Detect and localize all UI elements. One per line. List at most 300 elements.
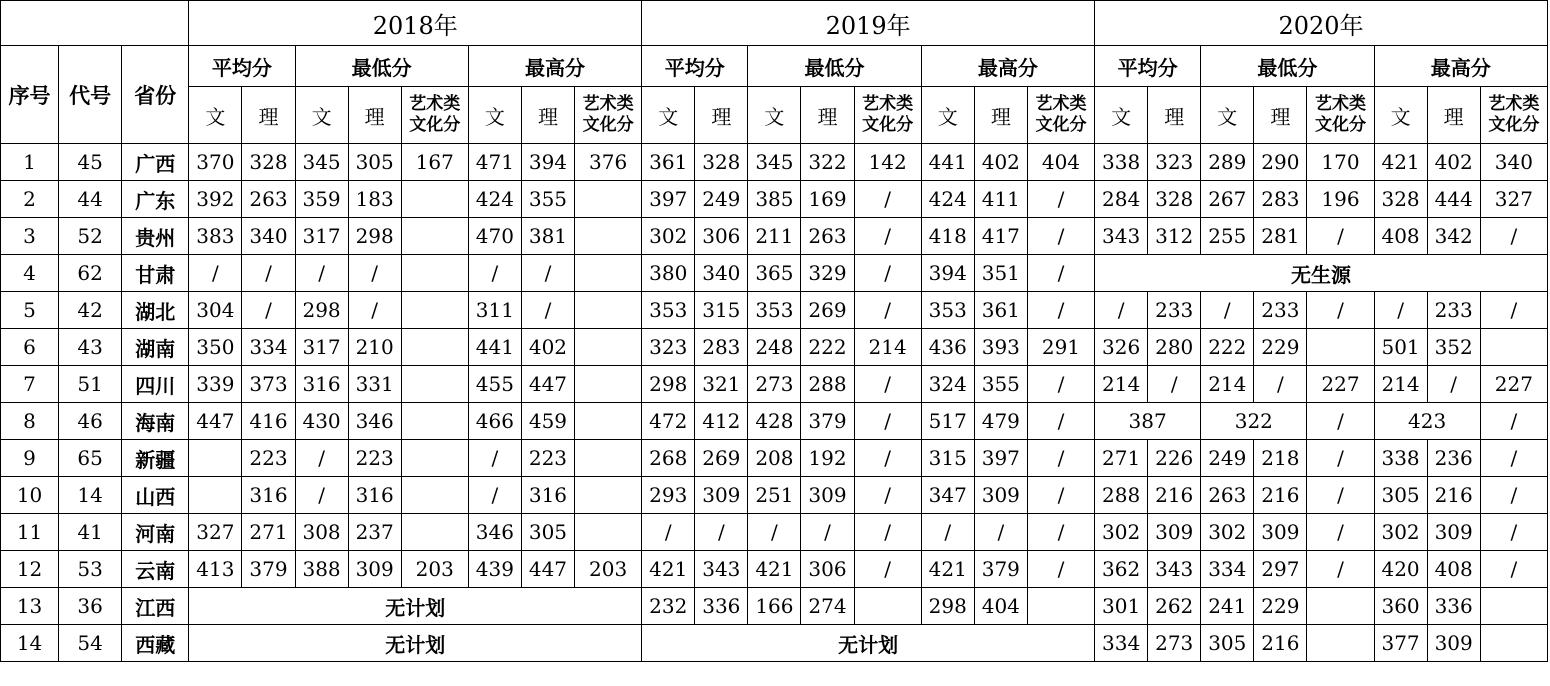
- row-code-cell: 53: [59, 551, 122, 588]
- score-cell: 402: [1427, 144, 1480, 181]
- score-cell: 316: [348, 477, 401, 514]
- row-province-cell: 湖南: [122, 329, 189, 366]
- row-province-cell: 湖北: [122, 292, 189, 329]
- sub-header-li: 理: [1148, 87, 1201, 144]
- score-cell: 293: [642, 477, 695, 514]
- no-data-note: 无计划: [189, 625, 642, 662]
- score-cell: 263: [242, 181, 295, 218]
- table-row: [1, 292, 1548, 329]
- score-cell: /: [1480, 292, 1547, 329]
- score-cell: /: [348, 255, 401, 292]
- score-cell: [575, 477, 642, 514]
- row-province-cell: 广西: [122, 144, 189, 181]
- score-cell: 381: [521, 218, 574, 255]
- score-cell: 392: [189, 181, 242, 218]
- row-province-cell: 西藏: [122, 625, 189, 662]
- score-cell: [401, 292, 468, 329]
- score-cell: 346: [468, 514, 521, 551]
- score-cell: /: [1480, 440, 1547, 477]
- score-cell: 223: [242, 440, 295, 477]
- score-cell: 501: [1374, 329, 1427, 366]
- score-cell: /: [1027, 181, 1094, 218]
- score-cell: 284: [1095, 181, 1148, 218]
- score-cell: /: [242, 292, 295, 329]
- table-row: [1, 329, 1548, 366]
- score-cell: /: [468, 477, 521, 514]
- score-cell: [401, 329, 468, 366]
- score-cell: 340: [1480, 144, 1547, 181]
- score-cell: 326: [1095, 329, 1148, 366]
- score-cell: [575, 366, 642, 403]
- score-cell: [401, 218, 468, 255]
- score-cell: /: [854, 403, 921, 440]
- score-cell: 255: [1201, 218, 1254, 255]
- score-cell: 305: [1374, 477, 1427, 514]
- score-cell: 408: [1374, 218, 1427, 255]
- score-cell: 315: [921, 440, 974, 477]
- score-cell: 312: [1148, 218, 1201, 255]
- score-cell: 343: [695, 551, 748, 588]
- score-cell: 328: [1148, 181, 1201, 218]
- score-cell: 281: [1254, 218, 1307, 255]
- score-cell: /: [854, 440, 921, 477]
- score-cell: /: [974, 514, 1027, 551]
- score-cell: 345: [748, 144, 801, 181]
- score-cell: /: [295, 255, 348, 292]
- score-cell: 351: [974, 255, 1027, 292]
- score-cell: 397: [974, 440, 1027, 477]
- score-cell: 309: [695, 477, 748, 514]
- row-seq-cell: 12: [1, 551, 59, 588]
- year-header-2018: 2018年: [189, 1, 642, 46]
- score-cell: 323: [1148, 144, 1201, 181]
- score-cell: 336: [695, 588, 748, 625]
- score-cell: 355: [521, 181, 574, 218]
- score-cell: 322: [801, 144, 854, 181]
- score-cell: 365: [748, 255, 801, 292]
- score-cell: /: [854, 514, 921, 551]
- score-cell: [575, 181, 642, 218]
- score-cell: 280: [1148, 329, 1201, 366]
- score-cell: 169: [801, 181, 854, 218]
- row-seq-cell: 2: [1, 181, 59, 218]
- score-cell: 404: [974, 588, 1027, 625]
- score-cell: [401, 514, 468, 551]
- score-cell: /: [348, 292, 401, 329]
- score-cell: 290: [1254, 144, 1307, 181]
- score-cell: 214: [854, 329, 921, 366]
- score-cell: [189, 440, 242, 477]
- score-cell: 424: [468, 181, 521, 218]
- score-cell: 233: [1148, 292, 1201, 329]
- score-cell: 216: [1427, 477, 1480, 514]
- score-cell: 298: [348, 218, 401, 255]
- score-cell: /: [1254, 366, 1307, 403]
- score-cell: /: [801, 514, 854, 551]
- score-cell: /: [854, 218, 921, 255]
- score-cell: /: [1201, 292, 1254, 329]
- score-cell: 394: [521, 144, 574, 181]
- sub-header-li: 理: [242, 87, 295, 144]
- score-cell: 216: [1254, 477, 1307, 514]
- row-code-cell: 45: [59, 144, 122, 181]
- score-cell: /: [695, 514, 748, 551]
- score-cell: 248: [748, 329, 801, 366]
- score-cell: 361: [642, 144, 695, 181]
- score-cell: /: [1307, 514, 1374, 551]
- score-cell: /: [1027, 440, 1094, 477]
- score-cell: 411: [974, 181, 1027, 218]
- score-cell: 263: [1201, 477, 1254, 514]
- score-cell: /: [521, 255, 574, 292]
- score-cell: 249: [1201, 440, 1254, 477]
- score-cell: 397: [642, 181, 695, 218]
- score-cell: 309: [974, 477, 1027, 514]
- score-cell: 298: [295, 292, 348, 329]
- score-cell: 413: [189, 551, 242, 588]
- row-seq-cell: 6: [1, 329, 59, 366]
- score-cell: /: [1027, 477, 1094, 514]
- score-cell: 306: [801, 551, 854, 588]
- score-cell: /: [748, 514, 801, 551]
- score-cell: [401, 366, 468, 403]
- score-cell: 302: [1201, 514, 1254, 551]
- row-province-cell: 河南: [122, 514, 189, 551]
- score-cell: 309: [1427, 514, 1480, 551]
- score-cell: 436: [921, 329, 974, 366]
- score-cell: 421: [921, 551, 974, 588]
- score-cell: 166: [748, 588, 801, 625]
- score-cell: [401, 181, 468, 218]
- score-cell: 203: [575, 551, 642, 588]
- score-cell: 387: [1095, 403, 1201, 440]
- score-cell: 273: [1148, 625, 1201, 662]
- sub-header-li: 理: [801, 87, 854, 144]
- table-row: [1, 551, 1548, 588]
- score-cell: 338: [1095, 144, 1148, 181]
- score-cell: 233: [1254, 292, 1307, 329]
- score-cell: 338: [1374, 440, 1427, 477]
- sub-header-art: 艺术类文化分: [1307, 87, 1374, 144]
- score-cell: 353: [642, 292, 695, 329]
- score-cell: 408: [1427, 551, 1480, 588]
- score-cell: 322: [1201, 403, 1307, 440]
- sub-header-art: 艺术类文化分: [401, 87, 468, 144]
- score-cell: 210: [348, 329, 401, 366]
- sub-header-wen: 文: [1374, 87, 1427, 144]
- score-cell: 283: [695, 329, 748, 366]
- score-cell: 301: [1095, 588, 1148, 625]
- score-cell: 214: [1201, 366, 1254, 403]
- score-cell: [1480, 588, 1547, 625]
- score-cell: 302: [642, 218, 695, 255]
- score-cell: 302: [1095, 514, 1148, 551]
- score-cell: 305: [1201, 625, 1254, 662]
- sub-header-art: 艺术类文化分: [1027, 87, 1094, 144]
- sub-header-li: 理: [695, 87, 748, 144]
- score-cell: [401, 477, 468, 514]
- row-seq-cell: 4: [1, 255, 59, 292]
- score-cell: 385: [748, 181, 801, 218]
- score-cell: 289: [1201, 144, 1254, 181]
- score-cell: [575, 403, 642, 440]
- sub-header-li: 理: [521, 87, 574, 144]
- table-row: [1, 403, 1548, 440]
- score-cell: /: [854, 292, 921, 329]
- table-row: [1, 255, 1548, 292]
- row-province-cell: 新疆: [122, 440, 189, 477]
- score-cell: 350: [189, 329, 242, 366]
- score-cell: 297: [1254, 551, 1307, 588]
- score-cell: 203: [401, 551, 468, 588]
- score-cell: 183: [348, 181, 401, 218]
- score-cell: 479: [974, 403, 1027, 440]
- score-cell: 291: [1027, 329, 1094, 366]
- group-header-min: 最低分: [748, 46, 921, 87]
- score-cell: 298: [921, 588, 974, 625]
- score-cell: 383: [189, 218, 242, 255]
- year-header-2019: 2019年: [642, 1, 1095, 46]
- score-cell: [575, 440, 642, 477]
- score-cell: /: [1095, 292, 1148, 329]
- score-cell: /: [1307, 292, 1374, 329]
- row-code-cell: 52: [59, 218, 122, 255]
- row-code-cell: 44: [59, 181, 122, 218]
- score-cell: 142: [854, 144, 921, 181]
- score-cell: 393: [974, 329, 1027, 366]
- score-cell: 251: [748, 477, 801, 514]
- score-cell: 237: [348, 514, 401, 551]
- score-cell: /: [468, 255, 521, 292]
- score-cell: 459: [521, 403, 574, 440]
- score-cell: /: [1480, 477, 1547, 514]
- score-cell: 342: [1427, 218, 1480, 255]
- score-cell: 216: [1148, 477, 1201, 514]
- score-cell: 298: [642, 366, 695, 403]
- row-code-cell: 42: [59, 292, 122, 329]
- score-cell: [1480, 329, 1547, 366]
- score-cell: 218: [1254, 440, 1307, 477]
- score-cell: [401, 403, 468, 440]
- score-cell: 315: [695, 292, 748, 329]
- score-cell: 288: [801, 366, 854, 403]
- row-seq-cell: 1: [1, 144, 59, 181]
- row-code-cell: 43: [59, 329, 122, 366]
- score-cell: /: [295, 440, 348, 477]
- score-cell: 430: [295, 403, 348, 440]
- score-cell: 309: [801, 477, 854, 514]
- score-cell: /: [1480, 514, 1547, 551]
- row-province-cell: 海南: [122, 403, 189, 440]
- table-row: [1, 181, 1548, 218]
- score-cell: /: [1027, 514, 1094, 551]
- score-cell: 394: [921, 255, 974, 292]
- sub-header-art: 艺术类文化分: [854, 87, 921, 144]
- score-cell: 283: [1254, 181, 1307, 218]
- score-cell: [854, 588, 921, 625]
- score-cell: 227: [1307, 366, 1374, 403]
- no-data-note: 无计划: [642, 625, 1095, 662]
- score-cell: 466: [468, 403, 521, 440]
- score-cell: 271: [1095, 440, 1148, 477]
- group-header-max: 最高分: [921, 46, 1094, 87]
- score-cell: /: [468, 440, 521, 477]
- score-cell: 421: [748, 551, 801, 588]
- sub-header-li: 理: [1427, 87, 1480, 144]
- score-cell: /: [1307, 440, 1374, 477]
- score-cell: 334: [1201, 551, 1254, 588]
- score-cell: 340: [695, 255, 748, 292]
- score-cell: 336: [1427, 588, 1480, 625]
- sub-header-li: 理: [1254, 87, 1307, 144]
- score-cell: 420: [1374, 551, 1427, 588]
- group-header-min: 最低分: [295, 46, 468, 87]
- score-cell: 328: [242, 144, 295, 181]
- score-cell: 327: [1480, 181, 1547, 218]
- sub-header-wen: 文: [189, 87, 242, 144]
- score-cell: 269: [695, 440, 748, 477]
- row-code-cell: 51: [59, 366, 122, 403]
- score-cell: 428: [748, 403, 801, 440]
- score-cell: 418: [921, 218, 974, 255]
- sub-header-art: 艺术类文化分: [1480, 87, 1547, 144]
- score-cell: 306: [695, 218, 748, 255]
- table-row: [1, 625, 1548, 662]
- score-cell: 402: [974, 144, 1027, 181]
- score-cell: 227: [1480, 366, 1547, 403]
- score-cell: [1480, 625, 1547, 662]
- score-cell: 362: [1095, 551, 1148, 588]
- row-seq-cell: 13: [1, 588, 59, 625]
- score-cell: 380: [642, 255, 695, 292]
- col-header-seq: 序号: [1, 46, 59, 144]
- score-cell: 288: [1095, 477, 1148, 514]
- score-cell: 373: [242, 366, 295, 403]
- sub-header-wen: 文: [642, 87, 695, 144]
- table-row: [1, 477, 1548, 514]
- sub-header-li: 理: [348, 87, 401, 144]
- year-header-2020: 2020年: [1095, 1, 1548, 46]
- score-cell: 424: [921, 181, 974, 218]
- sub-header-wen: 文: [921, 87, 974, 144]
- score-cell: [1027, 588, 1094, 625]
- score-cell: 334: [242, 329, 295, 366]
- score-cell: 334: [1095, 625, 1148, 662]
- row-code-cell: 46: [59, 403, 122, 440]
- group-header-min: 最低分: [1201, 46, 1374, 87]
- score-cell: 327: [189, 514, 242, 551]
- score-cell: 353: [748, 292, 801, 329]
- score-cell: /: [1427, 366, 1480, 403]
- score-cell: 229: [1254, 588, 1307, 625]
- score-cell: 377: [1374, 625, 1427, 662]
- row-code-cell: 41: [59, 514, 122, 551]
- score-cell: 321: [695, 366, 748, 403]
- score-cell: 309: [348, 551, 401, 588]
- row-code-cell: 36: [59, 588, 122, 625]
- header-blank: [1, 1, 189, 46]
- score-cell: 323: [642, 329, 695, 366]
- score-cell: [575, 292, 642, 329]
- score-cell: [1307, 625, 1374, 662]
- score-cell: /: [1307, 477, 1374, 514]
- row-seq-cell: 9: [1, 440, 59, 477]
- score-cell: 273: [748, 366, 801, 403]
- no-data-note: 无计划: [189, 588, 642, 625]
- score-cell: /: [1374, 292, 1427, 329]
- sub-header-art: 艺术类文化分: [575, 87, 642, 144]
- score-cell: 379: [242, 551, 295, 588]
- row-province-cell: 广东: [122, 181, 189, 218]
- score-cell: [575, 329, 642, 366]
- score-cell: 241: [1201, 588, 1254, 625]
- sub-header-wen: 文: [1201, 87, 1254, 144]
- score-cell: 267: [1201, 181, 1254, 218]
- score-cell: [1307, 588, 1374, 625]
- score-cell: 359: [295, 181, 348, 218]
- score-cell: 271: [242, 514, 295, 551]
- score-cell: /: [1027, 366, 1094, 403]
- table-row: [1, 218, 1548, 255]
- score-cell: /: [295, 477, 348, 514]
- sub-header-wen: 文: [748, 87, 801, 144]
- score-cell: 302: [1374, 514, 1427, 551]
- group-header-avg: 平均分: [1095, 46, 1201, 87]
- score-cell: 192: [801, 440, 854, 477]
- score-cell: 222: [801, 329, 854, 366]
- score-cell: 305: [348, 144, 401, 181]
- row-province-cell: 甘肃: [122, 255, 189, 292]
- score-cell: /: [1307, 551, 1374, 588]
- row-code-cell: 54: [59, 625, 122, 662]
- group-header-avg: 平均分: [642, 46, 748, 87]
- score-cell: /: [1027, 292, 1094, 329]
- score-cell: 229: [1254, 329, 1307, 366]
- score-cell: 263: [801, 218, 854, 255]
- group-header-max: 最高分: [1374, 46, 1547, 87]
- row-seq-cell: 5: [1, 292, 59, 329]
- row-seq-cell: 3: [1, 218, 59, 255]
- score-cell: /: [1027, 403, 1094, 440]
- score-cell: /: [854, 551, 921, 588]
- score-cell: 274: [801, 588, 854, 625]
- score-cell: 447: [189, 403, 242, 440]
- row-province-cell: 江西: [122, 588, 189, 625]
- score-cell: 441: [921, 144, 974, 181]
- score-cell: /: [1307, 218, 1374, 255]
- score-cell: 328: [1374, 181, 1427, 218]
- score-cell: 317: [295, 329, 348, 366]
- score-cell: /: [1148, 366, 1201, 403]
- score-cell: 423: [1374, 403, 1480, 440]
- row-seq-cell: 8: [1, 403, 59, 440]
- table-row: [1, 514, 1548, 551]
- score-cell: 268: [642, 440, 695, 477]
- score-cell: 316: [242, 477, 295, 514]
- row-seq-cell: 11: [1, 514, 59, 551]
- score-cell: 208: [748, 440, 801, 477]
- score-cell: 404: [1027, 144, 1094, 181]
- score-cell: [575, 218, 642, 255]
- score-cell: 309: [1148, 514, 1201, 551]
- table-row: [1, 144, 1548, 181]
- score-cell: [575, 514, 642, 551]
- sub-header-wen: 文: [468, 87, 521, 144]
- score-cell: 324: [921, 366, 974, 403]
- score-cell: 222: [1201, 329, 1254, 366]
- score-cell: 309: [1254, 514, 1307, 551]
- score-cell: 214: [1095, 366, 1148, 403]
